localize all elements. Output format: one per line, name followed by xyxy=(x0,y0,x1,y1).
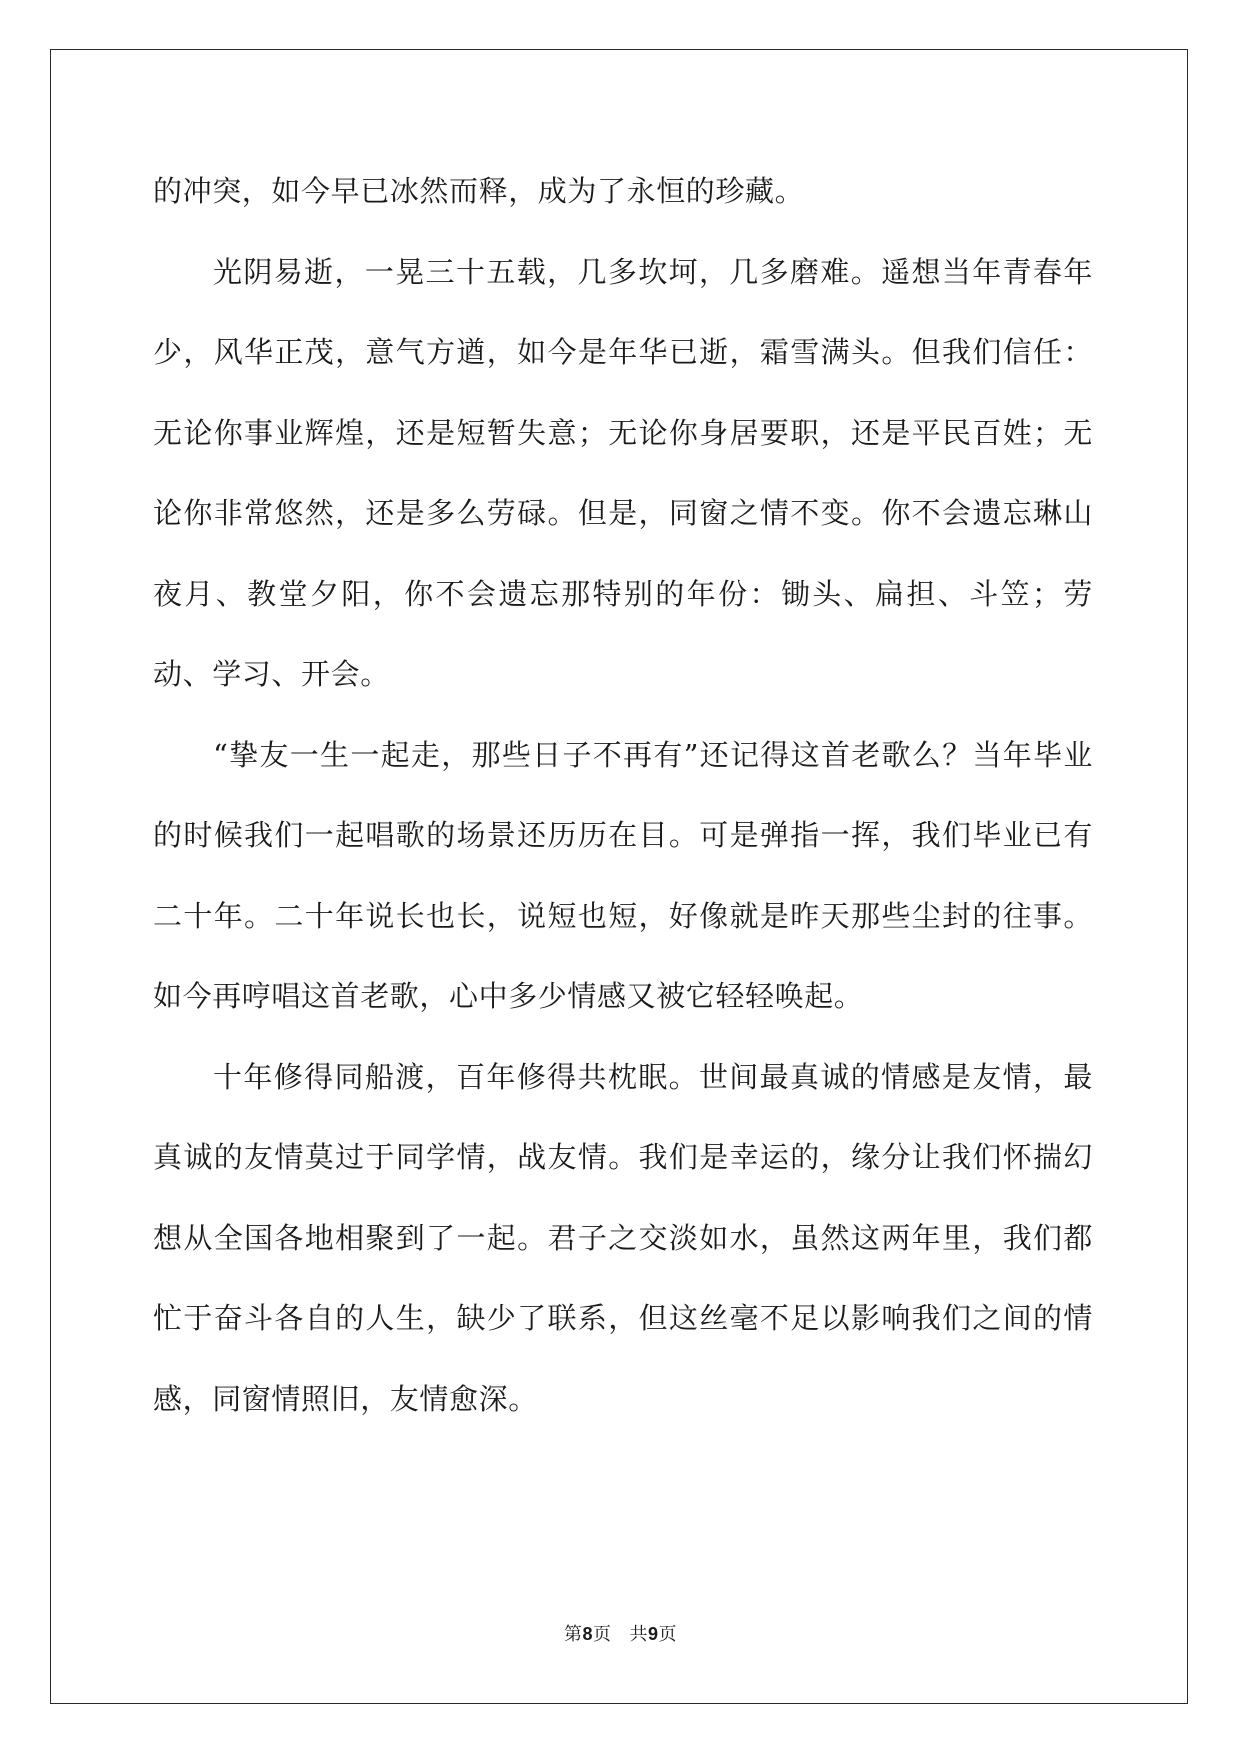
page-prefix: 第 xyxy=(563,1624,583,1645)
page-suffix: 页 xyxy=(593,1624,612,1645)
page-total-number: 9 xyxy=(648,1624,659,1644)
paragraph-1: 的冲突，如今早已冰然而释，成为了永恒的珍藏。 xyxy=(153,174,805,208)
page-current-number: 8 xyxy=(582,1624,593,1644)
page-footer xyxy=(0,1620,1241,1646)
total-suffix: 页 xyxy=(658,1624,678,1645)
paragraph-2: 光阴易逝，一晃三十五载，几多坎坷，几多磨难。遥想当年青春年少，风华正茂，意气方遒，如今是年华已逝，霜雪满头。但我们信任：无论你事业辉煌，还是短暂失意；无论你身居要职，还是平民百姓；无论你非常悠然，还是多么劳碌。但是，同窗之情不变。你不会遗忘琳山夜月、教堂夕阳，你不会遗忘那特别的年份：锄头、扁担、斗笠；劳动、学习、开会。 xyxy=(153,254,1093,691)
document-body xyxy=(153,151,1093,1439)
total-prefix: 共 xyxy=(629,1624,648,1645)
paragraph-4: 十年修得同船渡，百年修得共枕眠。世间最真诚的情感是友情，最真诚的友情莫过于同学情，战友情。我们是幸运的，缘分让我们怀揣幻想从全国各地相聚到了一起。君子之交淡如水，虽然这两年里，我们都忙于奋斗各自的人生，缺少了联系，但这丝毫不足以影响我们之间的情感，同窗情照旧，友情愈深。 xyxy=(153,1059,1093,1416)
paragraph-3: “挚友一生一起走，那些日子不再有”还记得这首老歌么？当年毕业的时候我们一起唱歌的场景还历历在目。可是弹指一挥，我们毕业已有二十年。二十年说长也长，说短也短，好像就是昨天那些尘封的往事。如今再哼唱这首老歌，心中多少情感又被它轻轻唤起。 xyxy=(153,737,1093,1013)
